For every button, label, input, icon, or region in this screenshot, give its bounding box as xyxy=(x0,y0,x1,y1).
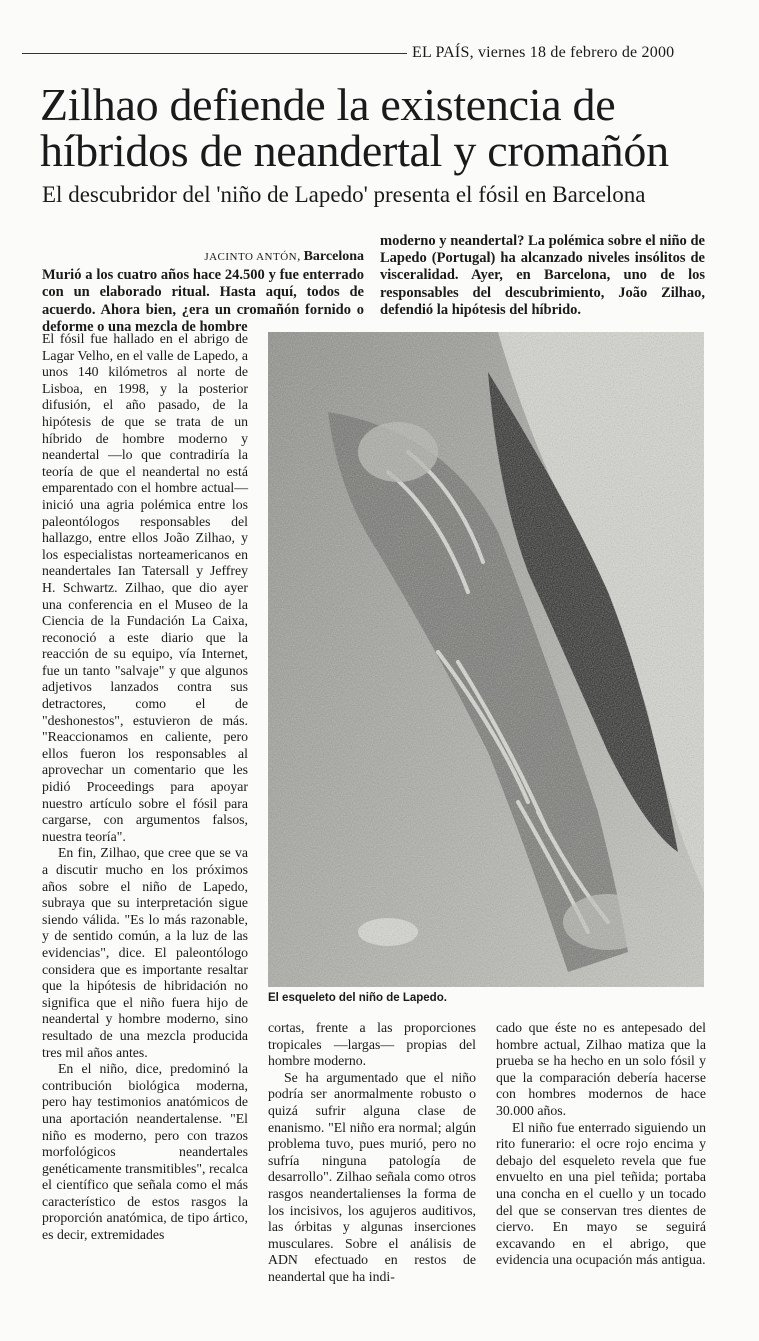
masthead: EL PAÍS, viernes 18 de febrero de 2000 xyxy=(412,44,675,61)
skeleton-photo xyxy=(268,332,704,987)
headline: Zilhao defiende la existencia de híbridos de neandertal y cromañón xyxy=(40,79,669,176)
paragraph: El niño fue enterrado siguiendo un rito funerario: el ocre rojo encima y debajo del esqueleto revela que fue envuelto en una piel teñida; portaba una concha en el cuello y un tocado del que se conservan tres dientes de ciervo. En mayo se seguirá excavando en el abrigo, que evidencia una ocupación más antigua. xyxy=(496,1119,706,1268)
byline-city: Barcelona xyxy=(303,249,364,264)
masthead-rule xyxy=(22,53,407,54)
body-column-3 xyxy=(496,1020,706,1269)
byline: JACINTO ANTÓN, Barcelona xyxy=(204,248,364,264)
photo-caption: El esqueleto del niño de Lapedo. xyxy=(268,992,447,1004)
paragraph: cado que éste no es antepesado del hombre actual, Zilhao matiza que la prueba se ha hecho en un solo fósil y que la comparación debería hacerse con hombres modernos de hace 30.000 años. xyxy=(496,1020,706,1118)
byline-author: JACINTO ANTÓN xyxy=(204,251,298,263)
lead-right: moderno y neandertal? La polémica sobre el niño de Lapedo (Portugal) ha alcanzado niveles insólitos de visceralidad. Ayer, en Barcelona, uno de los responsables del descubrimiento, João Zilhao, defendió la hipótesis del híbrido. xyxy=(380,233,705,318)
paragraph: Se ha argumentado que el niño podría ser anormalmente robusto o quizá sufrir alguna clase de enanismo. "El niño era normal; algún problema tuvo, pues murió, pero no sufría ninguna patología de desarrollo". Zilhao señala como otros rasgos neandertalienses la forma de los incisivos, los agujeros auditivos, las órbitas y algunas inserciones musculares. Sobre el análisis de ADN efectuado en restos de neandertal que ha indi- xyxy=(268,1069,476,1284)
body-column-2 xyxy=(268,1020,476,1286)
paragraph: cortas, frente a las proporciones tropicales —largas— propias del hombre moderno. xyxy=(268,1020,476,1069)
lead-left-text: Murió a los cuatro años hace 24.500 y fue enterrado con un elaborado ritual. Hasta aquí, todos de acuerdo. Ahora bien, ¿era un cromañón fornido o deforme o una mezcla de hombre xyxy=(42,267,364,335)
paragraph: El fósil fue hallado en el abrigo de Lagar Velho, en el valle de Lapedo, a unos 140 kilómetros al norte de Lisboa, en 1998, y la posterior difusión, el año pasado, de la hipótesis de que se trata de un híbrido de hombre moderno y neandertal —lo que contradiría la teoría de que el neandertal no está emparentado con el hombre actual— inició una agria polémica entre los paleontólogos responsables del hallazgo, entre ellos João Zilhao, y los especialistas norteamericanos en neandertales Ian Tatersall y Jeffrey H. Schwartz. Zilhao, que dio ayer una conferencia en el Museo de la Ciencia de la Fundación La Caixa, reconoció a este diario que la reacción de su equipo, vía Internet, fue un tanto "salvaje" y que algunos adjetivos lanzados contra sus detractores, como el de "deshonestos", estuvieron de más. "Reaccionamos en caliente, pero ellos fueron los responsables al aprovechar un comentario que les pidió Proceedings para apoyar nuestro artículo sobre el fósil para cargarse, con argumentos falsos, nuestra teoría". xyxy=(42,331,248,844)
lead-left xyxy=(42,247,364,336)
body-column-1 xyxy=(42,331,248,1244)
paragraph: En el niño, dice, predominó la contribución biológica moderna, pero hay testimonios anatómicos de una aportación neandertalense. "El niño es moderno, pero con trazos morfológicos neandertales genéticamente transmitibles", recalca el científico que señala como el más característico de estos rasgos la proporción anatómica, de tipo ártico, es decir, extremidades xyxy=(42,1061,248,1243)
subheadline: El descubridor del 'niño de Lapedo' presenta el fósil en Barcelona xyxy=(42,182,646,207)
paragraph: En fin, Zilhao, que cree que se va a discutir mucho en los próximos años sobre el niño de Lapedo, subraya que su interpretación sigue siendo válida. "Es lo más razonable, y de sentido común, a la luz de las evidencias", dice. El paleontólogo considera que es importante resaltar que la hipótesis de hibridación no significa que el niño fuera hijo de neandertal y hombre moderno, sino resultado de una mezcla producida tres mil años antes. xyxy=(42,845,248,1060)
